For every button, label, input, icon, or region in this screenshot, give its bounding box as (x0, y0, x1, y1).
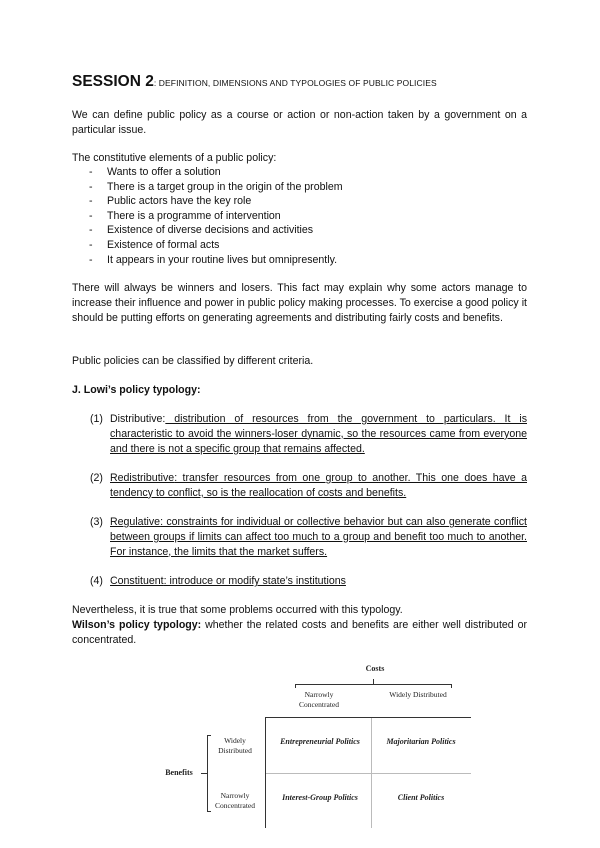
cell-entrepreneurial: Entrepreneurial Politics (280, 737, 360, 746)
benefits-bracket-bottom (207, 811, 211, 812)
lowi-item-constituent (90, 574, 527, 589)
item-label: Regulative (110, 516, 161, 528)
list-item: - Wants to offer a solution (89, 165, 343, 180)
list-item: - Existence of diverse decisions and activities (89, 223, 343, 238)
item-label: Redistributive (110, 472, 175, 484)
costs-bracket-tick (373, 679, 374, 684)
grid-mid-horizontal (266, 773, 471, 774)
item-number: (4) (90, 575, 103, 587)
list-item: - Existence of formal acts (89, 238, 343, 253)
list-item: - There is a target group in the origin of the problem (89, 180, 343, 195)
costs-bracket (295, 684, 451, 685)
costs-bracket-left (295, 684, 296, 688)
elements-list (89, 165, 343, 267)
wilson-paragraph (72, 618, 527, 648)
item-label: Constituent (110, 575, 164, 587)
lowi-item-distributive (90, 412, 527, 456)
nevertheless-paragraph: Nevertheless, it is true that some problems occurred with this typology. (72, 604, 403, 616)
elements-intro: The constitutive elements of a public policy: (72, 152, 277, 164)
item-label: Distributive: (110, 413, 166, 425)
grid-top-line (265, 717, 471, 718)
wilson-heading: Wilson’s policy typology: (72, 619, 202, 631)
col-header-narrow: Narrowly Concentrated (299, 690, 339, 709)
row-header-wide: Widely Distributed (218, 736, 252, 755)
winners-paragraph: There will always be winners and losers. This fact may explain why some actors manage to increase their influence and power in public policy making processes. To exercise a good policy it should be putting efforts on generating agreements and distributing fairly costs and benefits. (72, 282, 527, 324)
lowi-heading: J. Lowi’s policy typology: (72, 384, 201, 396)
session-heading (72, 73, 437, 91)
item-text: : introduce or modify state’s institutions (163, 575, 346, 587)
intro-paragraph: We can define public policy as a course or action or non-action taken by a government on a particular issue. (72, 109, 527, 136)
costs-label: Costs (365, 664, 385, 673)
session-label: SESSION 2 (72, 73, 154, 90)
item-number: (3) (90, 516, 103, 528)
list-item: - There is a programme of intervention (89, 209, 343, 224)
session-subtitle: : DEFINITION, DIMENSIONS AND TYPOLOGIES OF PUBLIC POLICIES (153, 78, 437, 88)
benefits-bracket-tick (201, 773, 207, 774)
lowi-item-redistributive (90, 471, 527, 501)
item-text: : constraints for individual or collective behavior but can also generate conflict between groups if limits can affect too much to a group and benefit too much to another. For instance, the limits that the market suffers. (110, 516, 527, 558)
cell-interest-group: Interest-Group Politics (282, 793, 358, 802)
benefits-label: Benefits (165, 768, 193, 777)
item-number: (2) (90, 472, 103, 484)
costs-bracket-right (451, 684, 452, 688)
classified-paragraph: Public policies can be classified by different criteria. (72, 355, 314, 367)
cell-majoritarian: Majoritarian Politics (386, 737, 456, 746)
item-text: : transfer resources from one group to another. This one does have a tendency to conflict, so is the reallocation of costs and benefits. (110, 472, 527, 499)
cell-client: Client Politics (397, 793, 445, 802)
item-text: distribution of resources from the government to particulars. It is characteristic to avoid the winners-loser dynamic, so the resources came from everyone and there is not a specific group that remains affected. (110, 413, 527, 455)
item-number: (1) (90, 413, 103, 425)
col-header-wide: Widely Distributed (389, 690, 447, 699)
list-item: - Public actors have the key role (89, 194, 343, 209)
lowi-item-regulative (90, 515, 527, 559)
wilson-text: whether the related costs and benefits are either well distributed or concentrated. (72, 619, 528, 646)
row-header-narrow: Narrowly Concentrated (215, 791, 255, 810)
list-item: - It appears in your routine lives but omnipresently. (89, 253, 343, 268)
